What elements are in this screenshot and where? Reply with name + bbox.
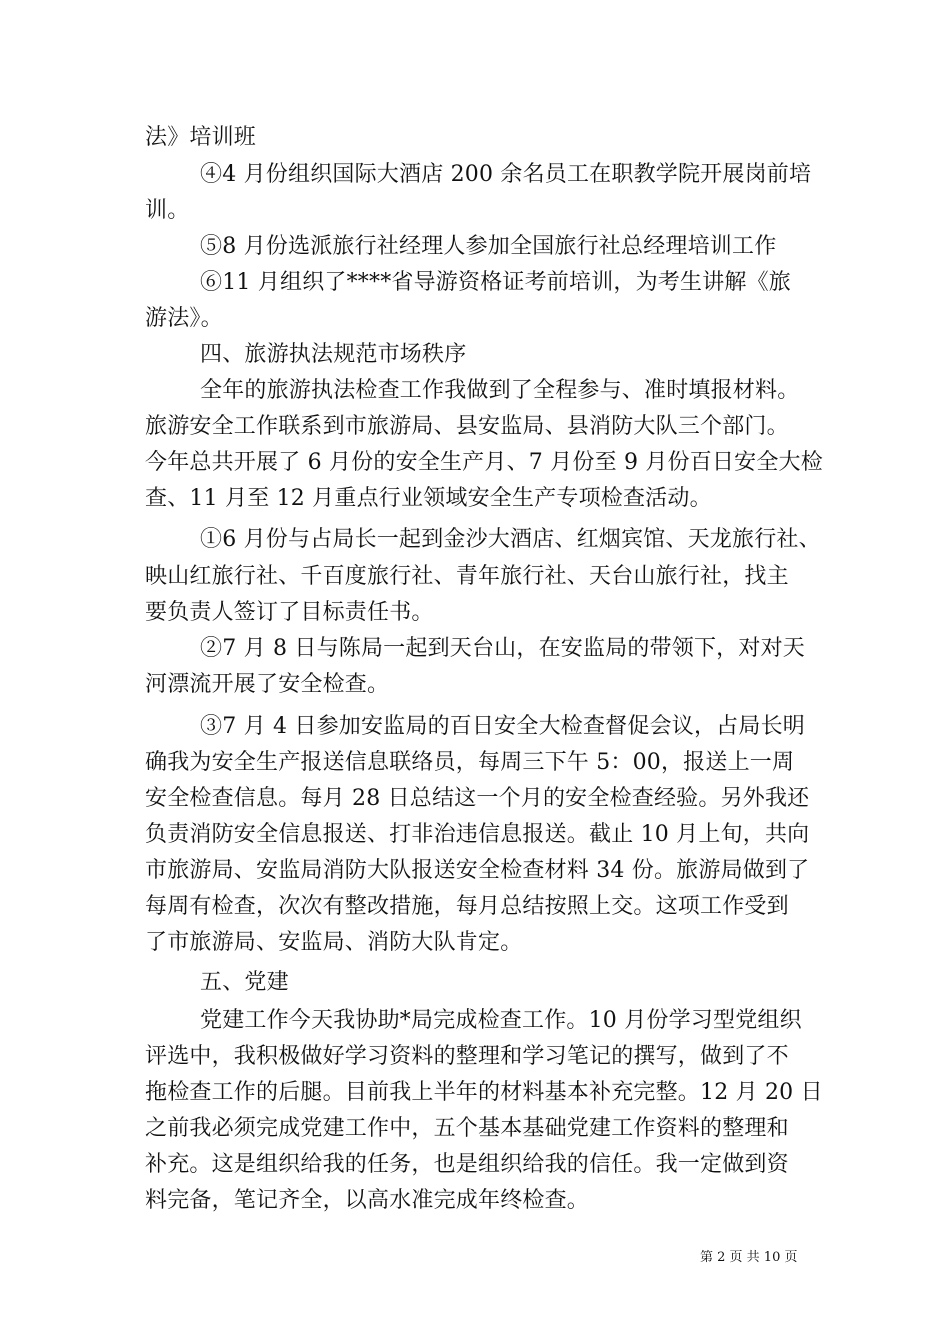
text-line: ⑤8 月份选派旅行社经理人参加全国旅行社总经理培训工作 bbox=[200, 234, 777, 259]
text-line: 党建工作今天我协助*局完成检查工作。10 月份学习型党组织 bbox=[200, 1008, 802, 1033]
text-line: 旅游安全工作联系到市旅游局、县安监局、县消防大队三个部门。 bbox=[145, 414, 789, 439]
text-line: 今年总共开展了 6 月份的安全生产月、7 月份至 9 月份百日安全大检 bbox=[145, 450, 823, 475]
text-line: 河漂流开展了安全检查。 bbox=[145, 672, 390, 697]
text-line: 补充。这是组织给我的任务，也是组织给我的信任。我一定做到资 bbox=[145, 1152, 789, 1177]
text-line: ①6 月份与占局长一起到金沙大酒店、红烟宾馆、天龙旅行社、 bbox=[200, 527, 821, 552]
text-line: 查、11 月至 12 月重点行业领域安全生产专项检查活动。 bbox=[145, 486, 712, 511]
text-line: ②7 月 8 日与陈局一起到天台山，在安监局的带领下，对对天 bbox=[200, 636, 805, 661]
text-line: 游法》。 bbox=[145, 306, 223, 331]
text-line: 安全检查信息。每月 28 日总结这一个月的安全检查经验。另外我还 bbox=[145, 786, 810, 811]
text-line: 训。 bbox=[145, 198, 190, 223]
text-line: 了市旅游局、安监局、消防大队肯定。 bbox=[145, 930, 523, 955]
text-line: 拖检查工作的后腿。目前我上半年的材料基本补充完整。12 月 20 日 bbox=[145, 1080, 823, 1105]
text-line: 每周有检查，次次有整改措施，每月总结按照上交。这项工作受到 bbox=[145, 894, 789, 919]
text-line: 全年的旅游执法检查工作我做到了全程参与、准时填报材料。 bbox=[200, 378, 800, 403]
text-line: 映山红旅行社、千百度旅行社、青年旅行社、天台山旅行社，找主 bbox=[145, 564, 789, 589]
text-line: 市旅游局、安监局消防大队报送安全检查材料 34 份。旅游局做到了 bbox=[145, 858, 810, 883]
section-heading: 五、党建 bbox=[200, 970, 289, 995]
page-number: 第 2 页 共 10 页 bbox=[700, 1250, 798, 1265]
section-heading: 四、旅游执法规范市场秩序 bbox=[200, 342, 467, 367]
text-line: ⑥11 月组织了****省导游资格证考前培训，为考生讲解《旅 bbox=[200, 270, 791, 295]
text-line: 要负责人签订了目标责任书。 bbox=[145, 600, 434, 625]
text-line: 确我为安全生产报送信息联络员，每周三下午 5：00，报送上一周 bbox=[145, 750, 795, 775]
text-line: 料完备，笔记齐全，以高水准完成年终检查。 bbox=[145, 1188, 590, 1213]
text-line: 之前我必须完成党建工作中，五个基本基础党建工作资料的整理和 bbox=[145, 1116, 789, 1141]
text-line: 负责消防安全信息报送、打非治违信息报送。截止 10 月上旬，共向 bbox=[145, 822, 810, 847]
text-line: ④4 月份组织国际大酒店 200 余名员工在职教学院开展岗前培 bbox=[200, 162, 812, 187]
text-line: ③7 月 4 日参加安监局的百日安全大检查督促会议，占局长明 bbox=[200, 714, 805, 739]
text-line: 评选中，我积极做好学习资料的整理和学习笔记的撰写，做到了不 bbox=[145, 1044, 789, 1069]
text-line: 法》培训班 bbox=[145, 125, 257, 150]
